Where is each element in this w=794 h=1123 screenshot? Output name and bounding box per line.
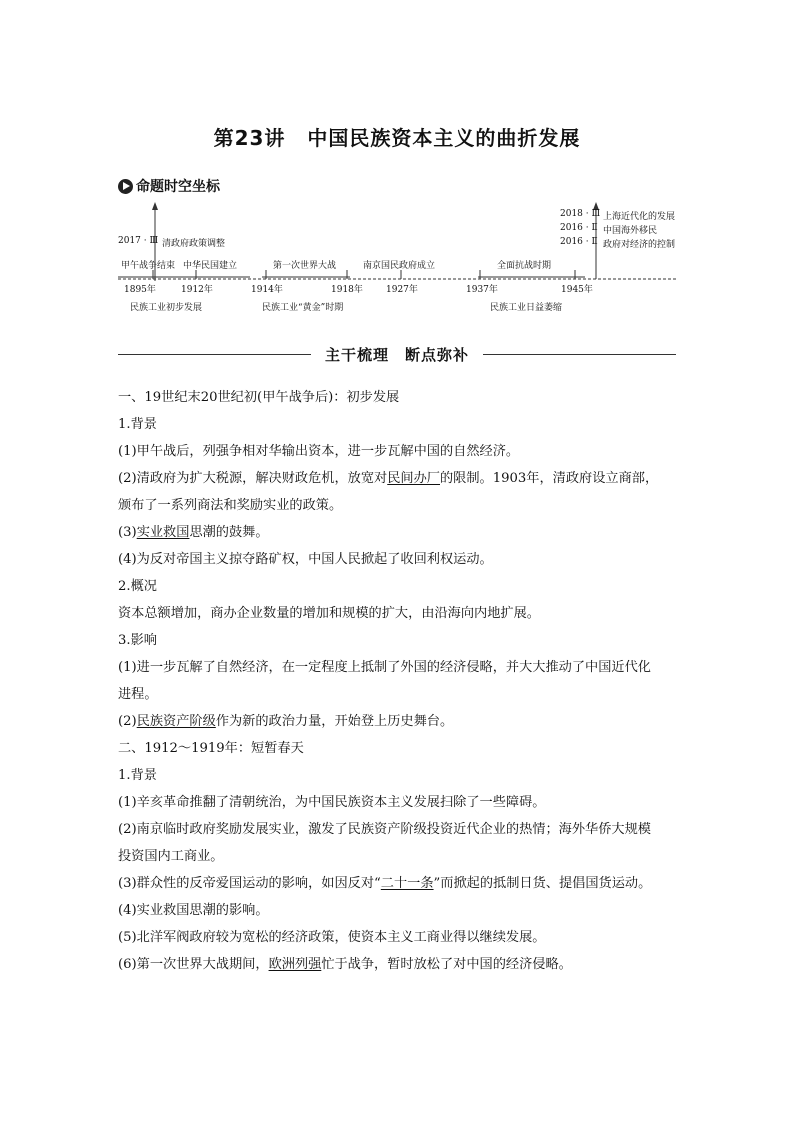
paragraph: 资本总额增加，商办企业数量的增加和规模的扩大，由沿海向内地扩展。: [118, 606, 540, 621]
year-label: 1937年: [466, 285, 498, 295]
paragraph: [118, 708, 678, 735]
text-run: (3)群众性的反帝爱国运动的影响，如因反对“: [118, 876, 381, 891]
paragraph: (2)南京临时政府奖励发展实业，激发了民族资产阶级投资近代企业的热情；海外华侨大规模: [118, 822, 651, 837]
paragraph: [118, 870, 678, 897]
heading-1: 一、19世纪末20世纪初(甲午战争后)：初步发展: [118, 390, 400, 405]
paragraph: 投资国内工商业。: [118, 849, 224, 864]
underlined-term: 二十一条: [380, 876, 434, 891]
subheading: 3.影响: [118, 633, 157, 648]
divider-line-right: [483, 354, 676, 355]
content-body: [118, 384, 678, 978]
text-run: 作为新的政治力量，开始登上历史舞台。: [215, 714, 454, 729]
period-label: 民族工业“黄金”时期: [262, 303, 344, 313]
year-label: 1914年: [251, 285, 283, 295]
year-label: 1895年: [124, 285, 156, 295]
subheading: 1.背景: [118, 768, 157, 783]
paragraph: 进程。: [118, 687, 158, 702]
event-label: 中华民国建立: [183, 261, 238, 271]
paragraph: (1)进一步瓦解了自然经济，在一定程度上抵制了外国的经济侵略，并大大推动了中国近代化: [118, 660, 651, 675]
underlined-term: 欧洲列强: [268, 957, 322, 972]
year-label: 1912年: [181, 285, 213, 295]
arrow-up-icon: [152, 202, 158, 210]
year-label: 1918年: [331, 285, 363, 295]
paragraph: (1)辛亥革命推翻了清朝统治，为中国民族资本主义发展扫除了一些障碍。: [118, 795, 546, 810]
text-run: ”而掀起的抵制日货、提倡国货运动。: [433, 876, 652, 891]
event-label: 第一次世界大战: [273, 261, 337, 271]
paragraph: (1)甲午战后，列强争相对华输出资本，进一步瓦解中国的自然经济。: [118, 444, 520, 459]
text-run: 的限制。1903年，清政府设立商部，: [440, 471, 659, 486]
event-label: 南京国民政府成立: [363, 261, 436, 271]
exam-tag: 2017 · Ⅲ: [118, 236, 159, 246]
paragraph: (4)实业救国思潮的影响。: [118, 903, 269, 918]
section-heading-label: 命题时空坐标: [136, 179, 220, 195]
event-label: 全面抗战时期: [497, 261, 552, 271]
text-run: (2)清政府为扩大税源，解决财政危机，放宽对: [118, 471, 388, 486]
timeline: [0, 0, 794, 340]
period-label: 民族工业日益萎缩: [490, 303, 563, 313]
lecture-title: 中国民族资本主义的曲折发展: [307, 126, 581, 150]
year-label: 1927年: [386, 285, 418, 295]
paragraph: [118, 951, 678, 978]
paragraph: 颁布了一系列商法和奖励实业的政策。: [118, 498, 343, 513]
period-label: 民族工业初步发展: [130, 303, 203, 313]
heading-2: 二、1912～1919年：短暂春天: [118, 741, 304, 756]
event-label: 甲午战争结束: [121, 261, 176, 271]
exam-topic: 上海近代化的发展: [603, 212, 676, 222]
paragraph: [118, 519, 678, 546]
underlined-term: 民间办厂: [387, 471, 440, 486]
paragraph: [118, 465, 678, 492]
text-run: 思潮的鼓舞。: [189, 525, 269, 540]
paragraph: (5)北洋军阀政府较为宽松的经济政策，使资本主义工商业得以继续发展。: [118, 930, 546, 945]
text-run: (6)第一次世界大战期间，: [118, 957, 269, 972]
exam-topic: 中国海外移民: [603, 226, 658, 236]
text-run: (3): [118, 525, 137, 540]
exam-tag: 2016 · Ⅱ: [560, 223, 598, 233]
paragraph: (4)为反对帝国主义掠夺路矿权，中国人民掀起了收回利权运动。: [118, 552, 493, 567]
subheading: 2.概况: [118, 579, 157, 594]
subheading: 1.背景: [118, 417, 157, 432]
divider-label: 主干梳理 断点弥补: [325, 345, 470, 364]
section-divider: [118, 344, 676, 364]
exam-topic: 清政府政策调整: [162, 239, 226, 249]
exam-tag: 2018 · Ⅲ: [560, 209, 601, 219]
text-run: (2): [118, 714, 137, 729]
lecture-number: 第23讲: [213, 126, 286, 150]
text-run: 忙于战争，暂时放松了对中国的经济侵略。: [321, 957, 572, 972]
exam-topic: 政府对经济的控制: [603, 240, 676, 250]
exam-tag: 2016 · Ⅱ: [560, 237, 598, 247]
underlined-term: 民族资产阶级: [136, 714, 216, 729]
divider-line-left: [118, 354, 311, 355]
year-label: 1945年: [561, 285, 593, 295]
underlined-term: 实业救国: [136, 525, 190, 540]
